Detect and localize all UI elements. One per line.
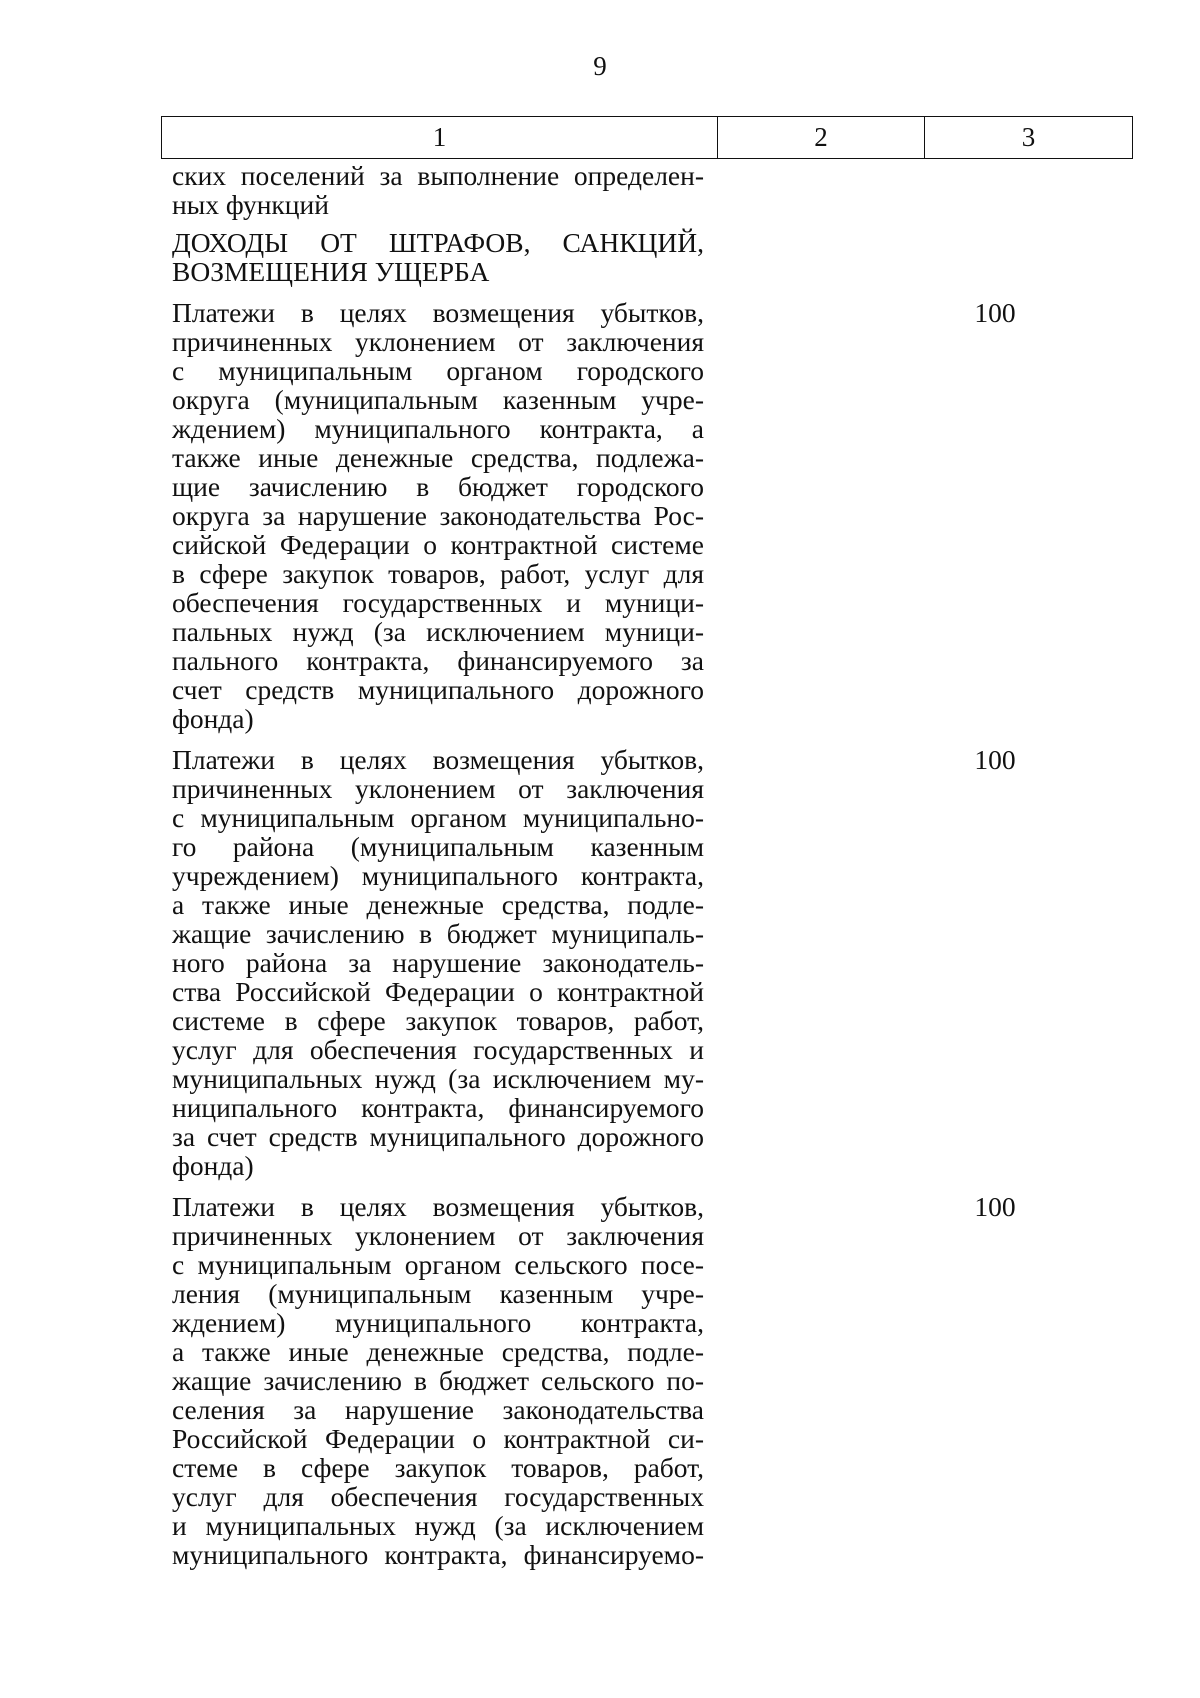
text-line: Российской Федерации о контрактной си- — [172, 1423, 704, 1454]
text-line: фонда) — [172, 703, 254, 734]
row-description — [172, 161, 704, 219]
header-cell-1: 1 — [162, 117, 718, 159]
text-line: фонда) — [172, 1150, 254, 1181]
text-line: ниципального контракта, финансируемого — [172, 1092, 704, 1123]
text-line: счет средств муниципального дорожного — [172, 674, 704, 705]
text-line: а также иные денежные средства, подле- — [172, 889, 704, 920]
text-line: ства Российской Федерации о контрактной — [172, 976, 704, 1007]
table-row — [172, 745, 1129, 1180]
text-line: пальных нужд (за исключением муници- — [172, 616, 704, 647]
page-number: 9 — [593, 51, 607, 81]
text-line: ждением) муниципального контракта, а — [172, 413, 704, 444]
text-line: Платежи в целях возмещения убытков, — [172, 744, 704, 775]
table-header-row — [162, 117, 1133, 159]
text-line: сийской Федерации о контрактной системе — [172, 529, 704, 560]
text-line: го района (муниципальным казенным — [172, 831, 704, 862]
text-line: округа за нарушение законодательства Рос- — [172, 500, 704, 531]
text-line: ждением) муниципального контракта, — [172, 1307, 704, 1338]
row-description — [172, 228, 704, 286]
text-line: системе в сфере закупок товаров, работ, — [172, 1005, 704, 1036]
text-line: причиненных уклонением от заключения — [172, 773, 704, 804]
section-heading-line: ВОЗМЕЩЕНИЯ УЩЕРБА — [172, 256, 490, 287]
header-cell-2: 2 — [718, 117, 925, 159]
text-line: стеме в сфере закупок товаров, работ, — [172, 1452, 704, 1483]
text-line: ских поселений за выполнение определен- — [172, 160, 704, 191]
text-line: щие зачислению в бюджет городского — [172, 471, 704, 502]
text-line: ления (муниципальным казенным учре- — [172, 1278, 704, 1309]
row-description — [172, 1192, 704, 1569]
row-value: 100 — [974, 297, 1016, 328]
text-line: в сфере закупок товаров, работ, услуг для — [172, 558, 704, 589]
text-line: жащие зачислению в бюджет муниципаль- — [172, 918, 704, 949]
table-header — [161, 116, 1133, 159]
table-row — [172, 1192, 1129, 1569]
text-line: пального контракта, финансируемого за — [172, 645, 704, 676]
text-line: с муниципальным органом муниципально- — [172, 802, 704, 833]
text-line: учреждением) муниципального контракта, — [172, 860, 704, 891]
text-line: ного района за нарушение законодатель- — [172, 947, 704, 978]
row-description — [172, 298, 704, 733]
text-line: и муниципальных нужд (за исключением — [172, 1510, 704, 1541]
row-description — [172, 745, 704, 1180]
text-line: с муниципальным органом городского — [172, 355, 704, 386]
row-value: 100 — [974, 1191, 1016, 1222]
table-row — [172, 298, 1129, 733]
header-cell-3: 3 — [925, 117, 1133, 159]
text-line: услуг для обеспечения государственных и — [172, 1034, 704, 1065]
section-heading-line: ДОХОДЫ ОТ ШТРАФОВ, САНКЦИЙ, — [172, 227, 704, 258]
text-line: округа (муниципальным казенным учре- — [172, 384, 704, 415]
text-line: причиненных уклонением от заключения — [172, 1220, 704, 1251]
text-line: причиненных уклонением от заключения — [172, 326, 704, 357]
text-line: Платежи в целях возмещения убытков, — [172, 297, 704, 328]
text-line: обеспечения государственных и муници- — [172, 587, 704, 618]
table-row — [172, 228, 1129, 286]
text-line: за счет средств муниципального дорожного — [172, 1121, 704, 1152]
text-line: жащие зачислению в бюджет сельского по- — [172, 1365, 704, 1396]
text-line: также иные денежные средства, подлежа- — [172, 442, 704, 473]
text-line: муниципальных нужд (за исключением му- — [172, 1063, 704, 1094]
table-body — [172, 161, 1129, 1569]
text-line: а также иные денежные средства, подле- — [172, 1336, 704, 1367]
text-line: с муниципальным органом сельского посе- — [172, 1249, 704, 1280]
text-line: Платежи в целях возмещения убытков, — [172, 1191, 704, 1222]
text-line: услуг для обеспечения государственных — [172, 1481, 704, 1512]
text-line: муниципального контракта, финансируемо- — [172, 1539, 704, 1570]
text-line: селения за нарушение законодательства — [172, 1394, 704, 1425]
text-line: ных функций — [172, 189, 329, 220]
table-row — [172, 161, 1129, 219]
row-value: 100 — [974, 744, 1016, 775]
